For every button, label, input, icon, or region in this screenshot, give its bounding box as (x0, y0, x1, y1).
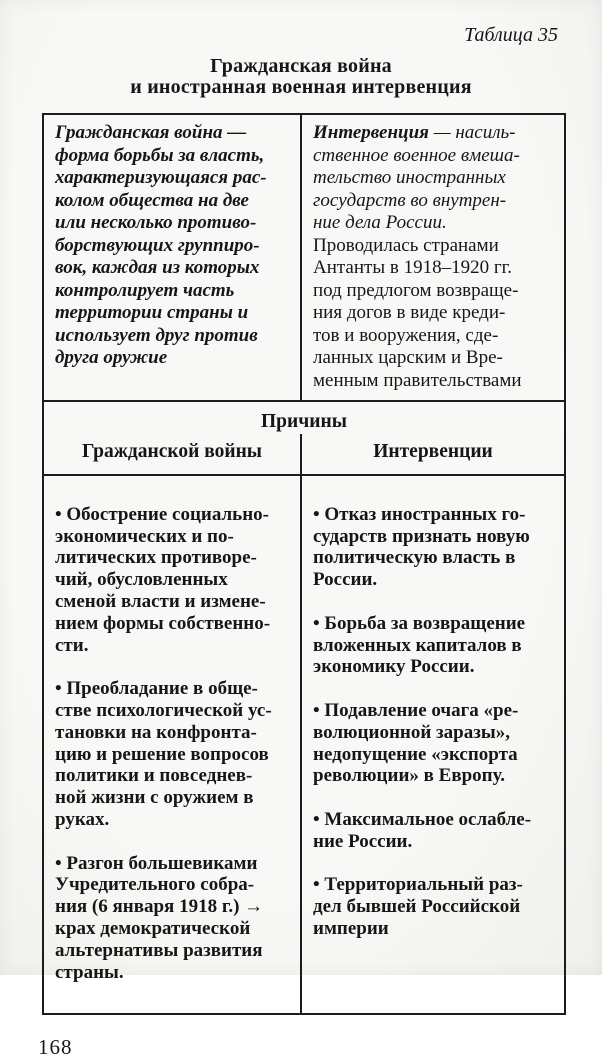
causes-subheader-row (44, 434, 564, 474)
causes-civil-war-list (44, 476, 302, 1013)
causes-header: Причины (261, 411, 347, 432)
civil-war-table (42, 113, 566, 1015)
intervention-term: Интервенция (313, 122, 429, 143)
intervention-note: Проводилась странами Антанты в 1918–1920 гг. под предлогом возвраще- ния догов в виде креди- тов и вооружения, сде- ланных царским и Вре- менным правительствами (313, 234, 522, 391)
table-label: Таблица 35 (464, 24, 558, 46)
list-item: • Территориальный раз- дел бывшей Российской империи (313, 874, 523, 939)
causes-intervention-list (302, 476, 564, 1013)
list-item: • Преобладание в обще- стве психологической ус- тановки на конфронта- цию и решение вопросов политики и повседнев- ной жизни с оружием в руках. (55, 678, 272, 830)
list-item: • Обострение социально- экономических и по- литических противоре- чий, обусловленных сменой власти и измене- нием формы собственно- сти. (55, 503, 271, 656)
civil-war-definition-cell: Гражданская война — форма борьбы за власть, характеризующаяся рас- колом общества на две или несколько противо- борствующих группиро- вок, каждая из которых контролирует часть территории страны и использует друг против друга оружие (44, 115, 302, 400)
list-item: • Подавление очага «ре- волюционной заразы», недопущение «экспорта революции» в Европу. (313, 699, 519, 787)
causes-body-row (44, 474, 564, 1013)
definitions-row (44, 115, 564, 402)
page-title: Гражданская война и иностранная военная интервенция (130, 55, 472, 98)
list-item: • Борьба за возвращение вложенных капиталов в экономику России. (313, 612, 526, 678)
list-item: • Разгон большевиками Учредительного собра- ния (6 января 1918 г.) → крах демократической альтернативы развития страны. (55, 852, 264, 983)
causes-intervention-header: Интервенции (373, 441, 493, 462)
list-item: • Отказ иностранных го- сударств признать новую политическую власть в России. (313, 503, 530, 591)
causes-civil-war-header: Гражданской войны (44, 434, 302, 474)
intervention-definition-text: — насиль- ственное военное вмеша- тельство иностранных государств во внутрен- ние дела России. (313, 122, 520, 233)
intervention-definition-cell (302, 115, 564, 400)
page-number: 168 (38, 1035, 73, 1060)
list-item: • Максимальное ослабле- ние России. (313, 808, 532, 852)
